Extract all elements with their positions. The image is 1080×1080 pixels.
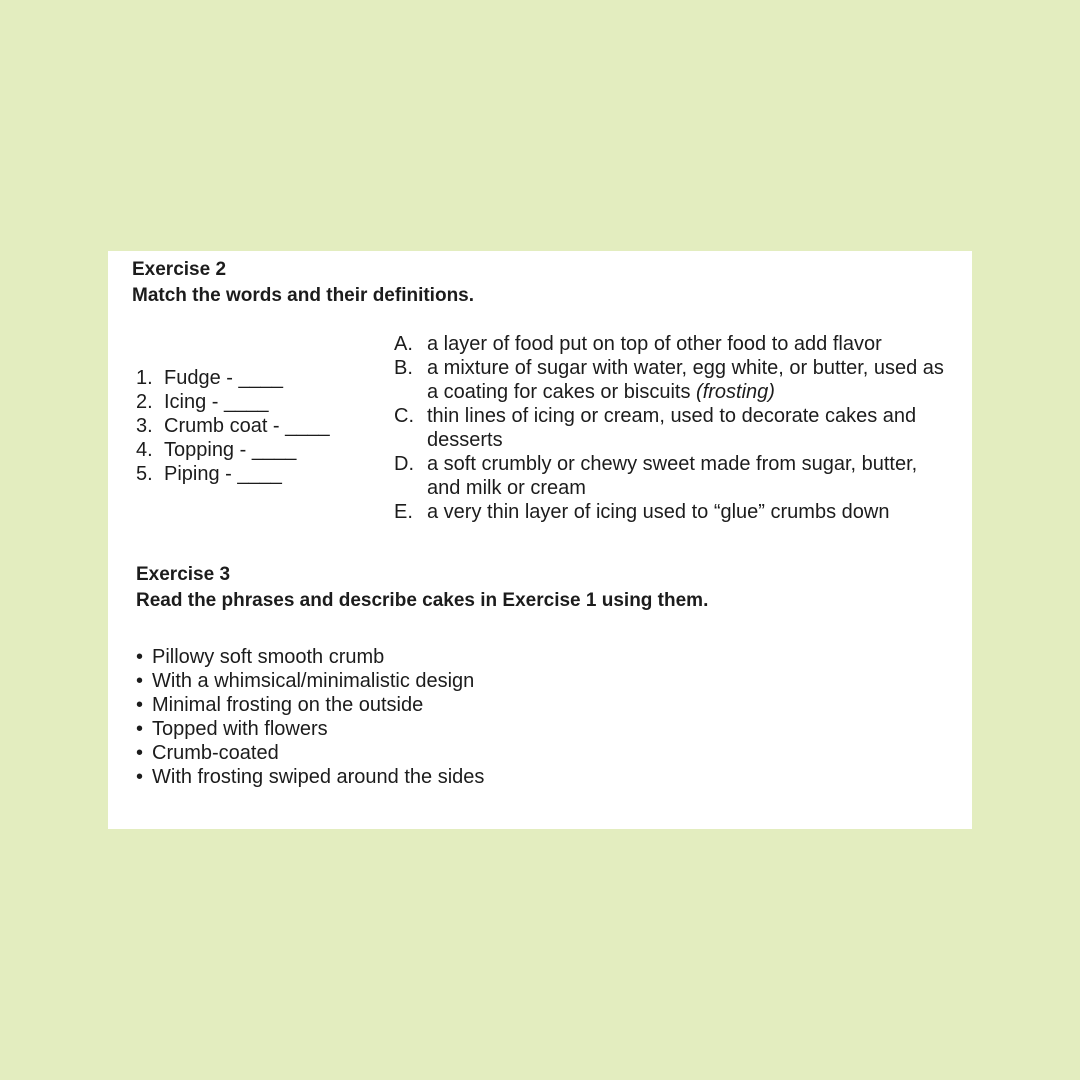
phrase-item — [136, 765, 484, 789]
exercise-2-instruction: Match the words and their definitions. — [132, 285, 475, 306]
bullet-icon: • — [136, 670, 144, 692]
phrase-text: With a whimsical/minimalistic design — [152, 670, 475, 692]
phrase-text: Topped with flowers — [152, 718, 328, 740]
worksheet-card — [108, 251, 972, 829]
word-number: 5. — [136, 463, 153, 485]
definition-note: (frosting) — [696, 381, 775, 403]
phrase-list — [136, 645, 484, 789]
bullet-icon: • — [136, 694, 144, 716]
definition-letter: D. — [394, 453, 414, 475]
definition-text: a layer of food put on top of other food to add flavor — [427, 333, 882, 355]
phrase-text: Crumb-coated — [152, 742, 279, 764]
phrase-text: Minimal frosting on the outside — [152, 694, 424, 716]
word-number: 4. — [136, 439, 153, 461]
word-text: Icing - ____ — [164, 391, 269, 413]
word-item — [136, 414, 330, 438]
definition-text: a mixture of sugar with water, egg white, or butter, used as a coating for cakes or biscuits — [427, 357, 944, 403]
word-item — [136, 366, 330, 390]
word-item — [136, 390, 330, 414]
definition-item — [394, 356, 954, 404]
word-item — [136, 438, 330, 462]
definition-item — [394, 332, 954, 356]
phrase-item — [136, 741, 484, 765]
word-text: Crumb coat - ____ — [164, 415, 330, 437]
exercise-3-instruction: Read the phrases and describe cakes in Exercise 1 using them. — [136, 590, 709, 611]
bullet-icon: • — [136, 718, 144, 740]
definition-text: a soft crumbly or chewy sweet made from sugar, butter, and milk or cream — [427, 453, 918, 499]
word-number: 1. — [136, 367, 153, 389]
definition-letter: C. — [394, 405, 414, 427]
word-text: Topping - ____ — [164, 439, 297, 461]
definition-text: thin lines of icing or cream, used to decorate cakes and desserts — [427, 405, 917, 451]
phrase-item — [136, 669, 484, 693]
word-number: 3. — [136, 415, 153, 437]
word-list — [136, 366, 330, 486]
definition-item — [394, 404, 954, 452]
bullet-icon: • — [136, 646, 144, 668]
word-item — [136, 462, 330, 486]
phrase-item — [136, 717, 484, 741]
definition-list — [394, 332, 954, 524]
phrase-text: With frosting swiped around the sides — [152, 766, 485, 788]
word-text: Fudge - ____ — [164, 367, 283, 389]
phrase-text: Pillowy soft smooth crumb — [152, 646, 385, 668]
phrase-item — [136, 645, 484, 669]
word-text: Piping - ____ — [164, 463, 282, 485]
word-number: 2. — [136, 391, 153, 413]
definition-item — [394, 452, 954, 500]
phrase-item — [136, 693, 484, 717]
definition-item — [394, 500, 954, 524]
definition-letter: E. — [394, 501, 413, 523]
bullet-icon: • — [136, 766, 144, 788]
exercise-2-title: Exercise 2 — [132, 259, 227, 280]
definition-text: a very thin layer of icing used to “glue” crumbs down — [427, 501, 890, 523]
definition-letter: B. — [394, 357, 413, 379]
exercise-3-title: Exercise 3 — [136, 564, 231, 585]
definition-letter: A. — [394, 333, 413, 355]
bullet-icon: • — [136, 742, 144, 764]
